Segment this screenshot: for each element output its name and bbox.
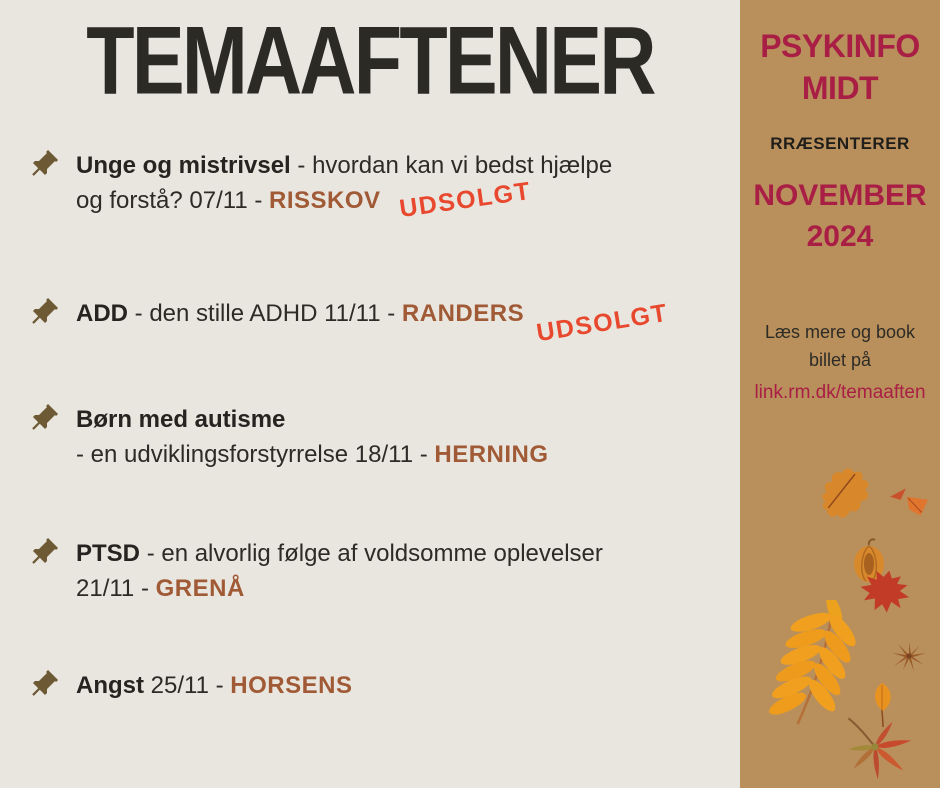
oak-leaf-image xyxy=(816,464,884,524)
physalis-pod-image xyxy=(850,538,888,584)
brand-line2: MIDT xyxy=(801,69,879,106)
rowan-leaf-image xyxy=(766,600,863,727)
leaf-fragment-image xyxy=(888,486,930,518)
maple-leaf-image xyxy=(858,568,912,614)
brand-line1: PSYKINFO xyxy=(760,28,920,64)
sidebar xyxy=(740,0,940,788)
event-location: HORSENS xyxy=(230,672,353,699)
event-title: ADD xyxy=(76,300,128,327)
soldout-badge: UDSOLGT xyxy=(534,298,671,348)
event-description: - hvordan kan vi bedst hjælpe xyxy=(297,152,613,179)
page-title: TEMAAFTENER xyxy=(86,7,654,115)
event-location: RISSKOV xyxy=(269,187,381,214)
event-title: Angst xyxy=(76,672,144,699)
creeper-leaf-image xyxy=(828,710,920,788)
event-description: - den stille ADHD 11/11 - xyxy=(134,300,396,327)
brand-name xyxy=(740,26,940,109)
event-title: Børn med autisme xyxy=(76,406,286,433)
presents-label: RRÆSENTERER xyxy=(770,134,910,154)
event-location: HERNING xyxy=(434,441,549,468)
pushpin-icon xyxy=(26,296,64,335)
event-location: RANDERS xyxy=(401,300,525,327)
event-location: GRENÅ xyxy=(155,575,245,602)
event-item-unge-og-mistrivsel xyxy=(26,148,716,224)
cta-line2: billet på xyxy=(808,350,872,371)
event-title: Unge og mistrivsel xyxy=(76,152,291,179)
event-description: og forstå? 07/11 - xyxy=(76,187,263,214)
pushpin-icon xyxy=(26,536,64,606)
month-label xyxy=(740,176,940,257)
event-item-born-med-autisme xyxy=(26,402,716,472)
star-anise-image xyxy=(890,640,928,672)
cta-text xyxy=(740,319,940,407)
pushpin-icon xyxy=(26,668,64,707)
booking-link[interactable]: link.rm.dk/temaaften xyxy=(754,381,926,403)
event-item-ptsd xyxy=(26,536,716,606)
month-line1: NOVEMBER xyxy=(753,179,927,213)
event-description: 21/11 - xyxy=(76,575,149,602)
soldout-badge: UDSOLGT xyxy=(397,176,533,224)
event-description: 25/11 - xyxy=(150,672,224,699)
event-description: - en alvorlig følge af voldsomme oplevelser xyxy=(146,540,603,567)
cta-line1: Læs mere og book xyxy=(764,322,916,343)
pushpin-icon xyxy=(26,402,64,472)
event-item-add xyxy=(26,296,716,348)
event-description: - en udviklingsforstyrrelse 18/11 - xyxy=(76,441,428,468)
event-item-angst xyxy=(26,668,716,707)
month-line2: 2024 xyxy=(806,219,874,253)
small-leaf-image xyxy=(868,680,898,730)
pushpin-icon xyxy=(26,148,64,218)
event-title: PTSD xyxy=(76,540,141,567)
